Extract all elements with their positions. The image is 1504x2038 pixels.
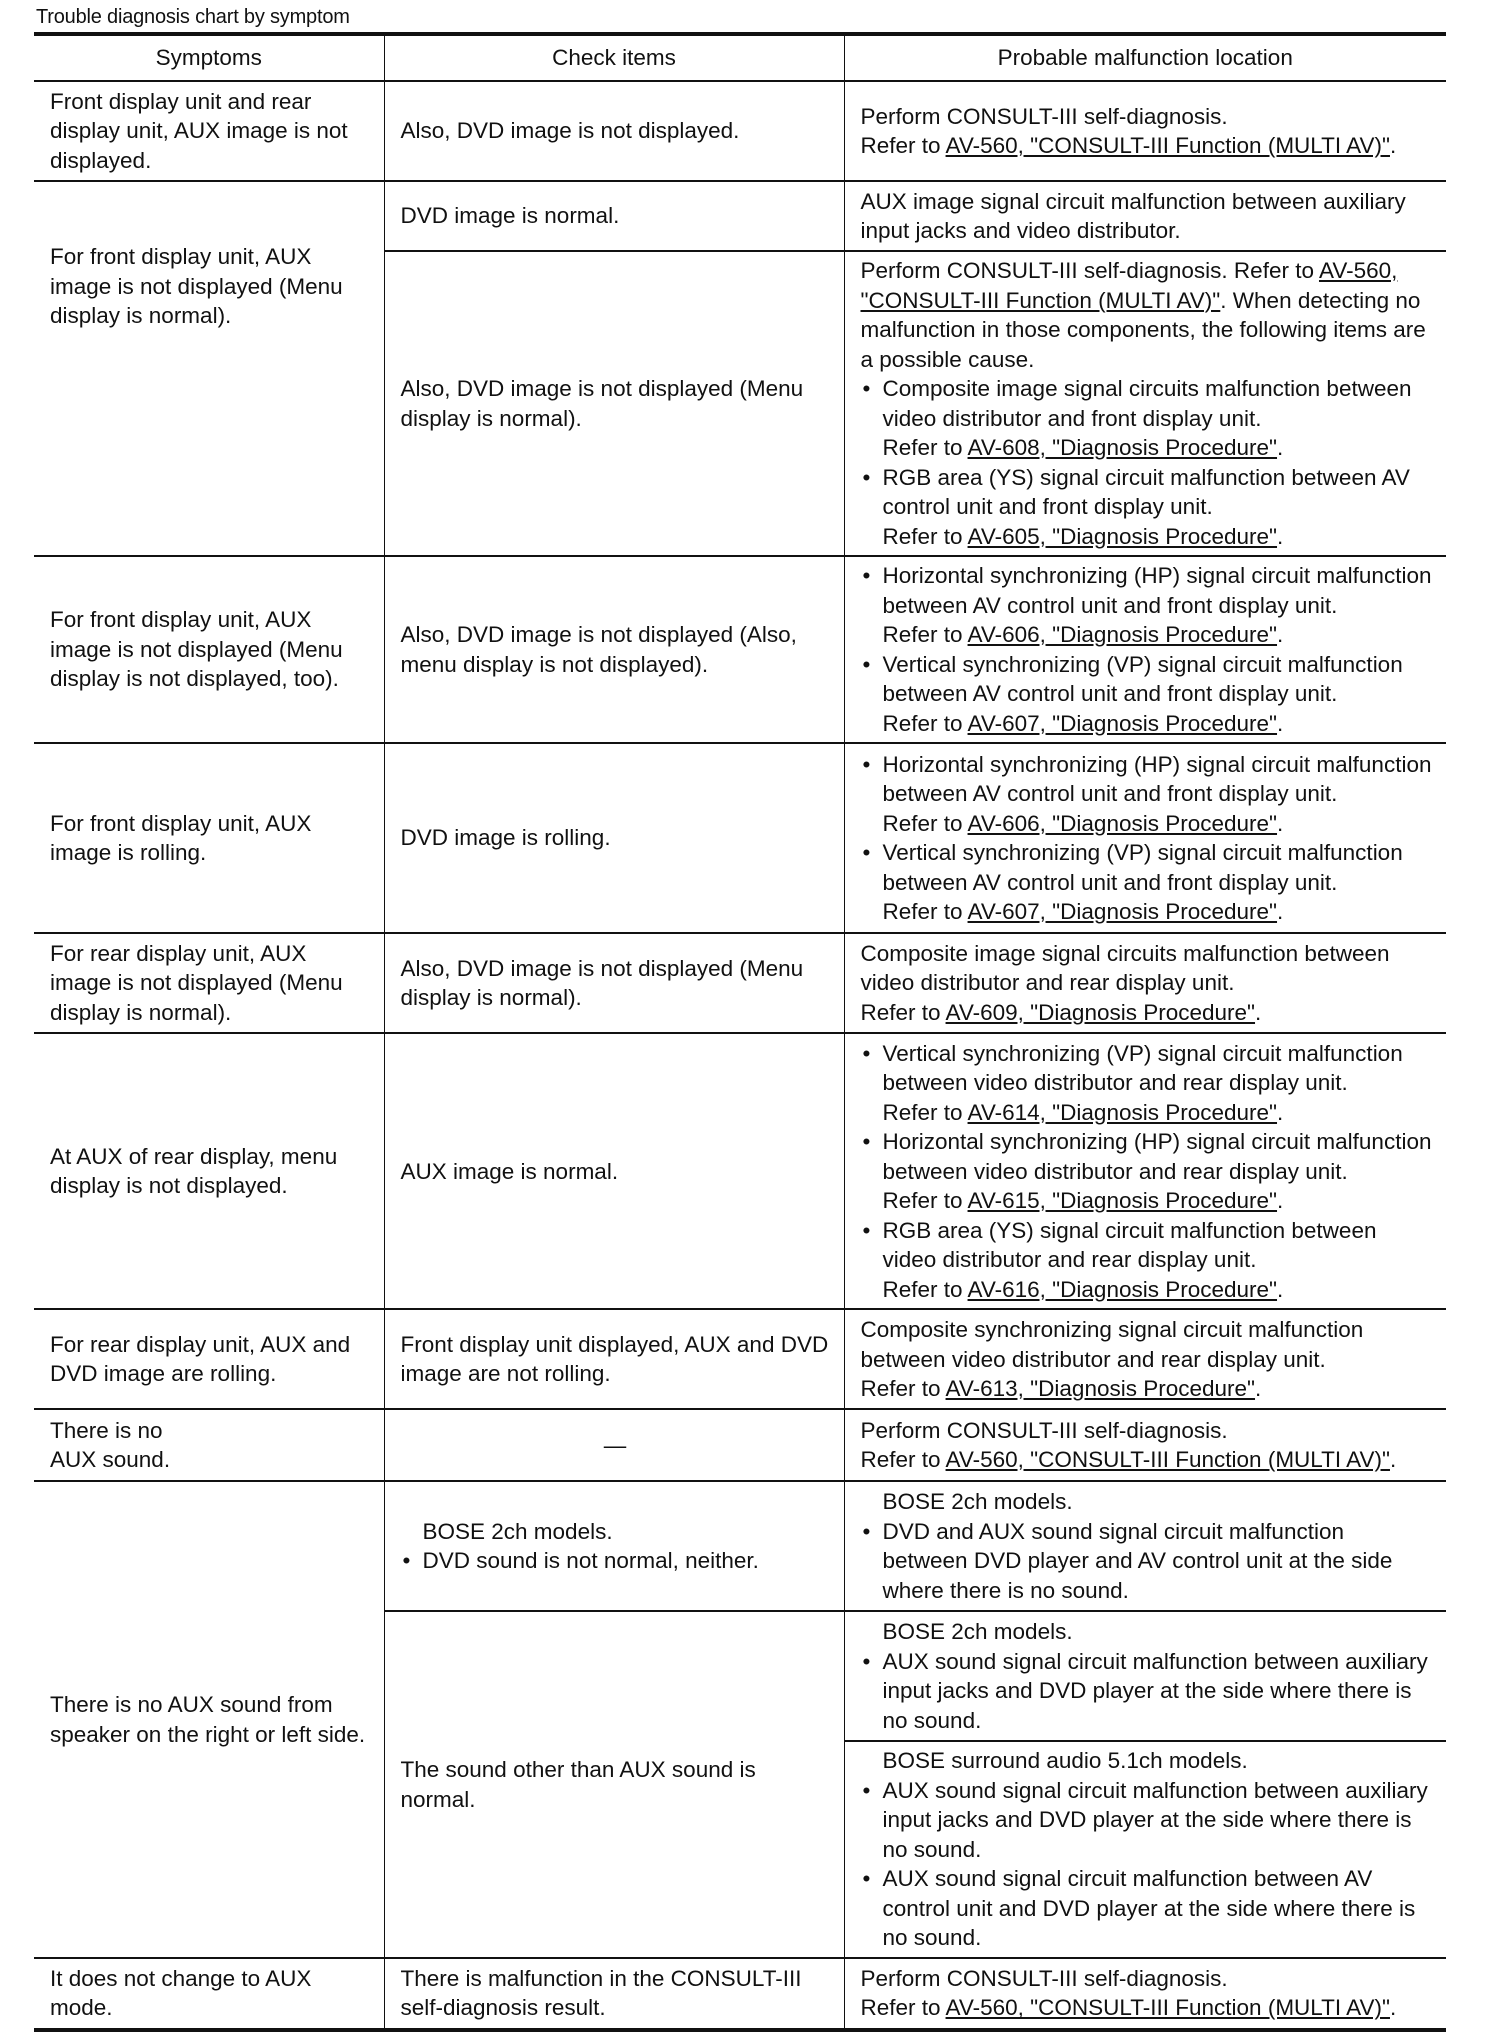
location-cell: BOSE 2ch models. • DVD and AUX sound signal circuit malfunction between DVD player and AV control unit at the side where there is no sound.: [844, 1481, 1446, 1611]
symptom-cell: Front display unit and rear display unit, AUX image is not displayed.: [34, 81, 384, 181]
table-row: [34, 933, 1446, 1033]
list-item: • AUX sound signal circuit malfunction between AV control unit and DVD player at the side where there is no sound.: [861, 1864, 1433, 1953]
list-item: • Horizontal synchronizing (HP) signal circuit malfunction between video distributor and rear display unit.: [861, 1127, 1433, 1186]
reference-link[interactable]: AV-613, "Diagnosis Procedure": [945, 1376, 1256, 1402]
list-item: • DVD and AUX sound signal circuit malfunction between DVD player and AV control unit at the side where there is no sound.: [861, 1517, 1433, 1606]
header-row: [34, 34, 1446, 81]
list-item: • DVD sound is not normal, neither.: [401, 1546, 830, 1576]
list-item: • Vertical synchronizing (VP) signal circuit malfunction between video distributor and rear display unit.: [861, 1039, 1433, 1098]
check-cell: The sound other than AUX sound is normal.: [384, 1611, 844, 1958]
location-cell: Composite image signal circuits malfunction between video distributor and rear display unit. Refer to AV-609, "Diagnosis Procedure".: [844, 933, 1446, 1033]
reference-link[interactable]: AV-606, "Diagnosis Procedure": [967, 622, 1278, 648]
symptom-cell: There is no AUX sound from speaker on the right or left side.: [34, 1481, 384, 1958]
symptom-cell: At AUX of rear display, menu display is not displayed.: [34, 1033, 384, 1309]
header-symptoms: Symptoms: [34, 34, 384, 81]
location-cell: Perform CONSULT-III self-diagnosis. Refer to AV-560, "CONSULT-III Function (MULTI AV)".: [844, 1958, 1446, 2030]
location-cell: AUX image signal circuit malfunction between auxiliary input jacks and video distributor.: [844, 181, 1446, 251]
table-row: [34, 743, 1446, 933]
table-row: [34, 81, 1446, 181]
location-cell: BOSE surround audio 5.1ch models. • AUX sound signal circuit malfunction between auxiliary input jacks and DVD player at the side where there is no sound. • AUX sound signal circuit malfunction between AV control unit and DVD player at the side where there is no sound.: [844, 1741, 1446, 1958]
list-item: • AUX sound signal circuit malfunction between auxiliary input jacks and DVD player at the side where there is no sound.: [861, 1776, 1433, 1865]
list-item: • Vertical synchronizing (VP) signal circuit malfunction between AV control unit and front display unit.: [861, 838, 1433, 897]
reference-link[interactable]: AV-560, "CONSULT-III Function (MULTI AV)": [945, 1447, 1390, 1473]
location-cell: Perform CONSULT-III self-diagnosis. Refer to AV-560, "CONSULT-III Function (MULTI AV)".: [844, 81, 1446, 181]
list-item: • Vertical synchronizing (VP) signal circuit malfunction between AV control unit and front display unit.: [861, 650, 1433, 709]
reference-link[interactable]: AV-616, "Diagnosis Procedure": [967, 1276, 1278, 1302]
check-cell: BOSE 2ch models. • DVD sound is not normal, neither.: [384, 1481, 844, 1611]
reference-link[interactable]: AV-609, "Diagnosis Procedure": [945, 999, 1256, 1025]
location-cell: Composite synchronizing signal circuit malfunction between video distributor and rear display unit. Refer to AV-613, "Diagnosis Procedure".: [844, 1309, 1446, 1409]
check-cell: DVD image is normal.: [384, 181, 844, 251]
list-item: • Composite image signal circuits malfunction between video distributor and front display unit.: [861, 374, 1433, 433]
table-row: [34, 1033, 1446, 1309]
trouble-diagnosis-table: [34, 32, 1446, 2032]
check-cell: DVD image is rolling.: [384, 743, 844, 933]
list-item: • RGB area (YS) signal circuit malfunction between video distributor and rear display unit.: [861, 1216, 1433, 1275]
list-item: • Horizontal synchronizing (HP) signal circuit malfunction between AV control unit and front display unit.: [861, 561, 1433, 620]
check-cell: Also, DVD image is not displayed (Menu display is normal).: [384, 251, 844, 556]
symptom-cell: For rear display unit, AUX image is not displayed (Menu display is normal).: [34, 933, 384, 1033]
location-cell: BOSE 2ch models. • AUX sound signal circuit malfunction between auxiliary input jacks and DVD player at the side where there is no sound.: [844, 1611, 1446, 1741]
location-cell: • Horizontal synchronizing (HP) signal circuit malfunction between AV control unit and front display unit. Refer to AV-606, "Diagnosis Procedure". • Vertical synchronizing (VP) signal circuit malfunction between AV control unit and front display unit. Refer to AV-607, "Diagnosis Procedure".: [844, 556, 1446, 743]
symptom-cell: There is no AUX sound.: [34, 1409, 384, 1481]
check-cell: Also, DVD image is not displayed.: [384, 81, 844, 181]
table-row: [34, 1309, 1446, 1409]
table-row: [34, 181, 1446, 251]
reference-link[interactable]: AV-607, "Diagnosis Procedure": [967, 899, 1278, 925]
check-cell: Front display unit displayed, AUX and DVD image are not rolling.: [384, 1309, 844, 1409]
symptom-cell: For rear display unit, AUX and DVD image are rolling.: [34, 1309, 384, 1409]
check-cell: There is malfunction in the CONSULT-III self-diagnosis result.: [384, 1958, 844, 2030]
symptom-cell: It does not change to AUX mode.: [34, 1958, 384, 2030]
reference-link[interactable]: AV-560, "CONSULT-III Function (MULTI AV)": [945, 1995, 1390, 2021]
reference-link[interactable]: AV-615, "Diagnosis Procedure": [967, 1188, 1278, 1213]
check-cell: —: [384, 1409, 844, 1481]
table-row: [34, 1409, 1446, 1481]
check-cell: Also, DVD image is not displayed (Menu display is normal).: [384, 933, 844, 1033]
reference-link[interactable]: AV-607, "Diagnosis Procedure": [967, 710, 1278, 736]
list-item: • Horizontal synchronizing (HP) signal circuit malfunction between AV control unit and front display unit.: [861, 750, 1433, 809]
reference-link[interactable]: AV-560, "CONSULT-III Function (MULTI AV)": [945, 133, 1390, 158]
list-item: • RGB area (YS) signal circuit malfunction between AV control unit and front display unit.: [861, 463, 1433, 522]
reference-link[interactable]: AV-560, "CONSULT-III Function (MULTI AV)": [860, 258, 1398, 313]
table-row: [34, 556, 1446, 743]
table-row: [34, 1481, 1446, 1611]
header-malfunction-location: Probable malfunction location: [844, 34, 1446, 81]
check-cell: AUX image is normal.: [384, 1033, 844, 1309]
table-row: [34, 1958, 1446, 2030]
chart-caption: Trouble diagnosis chart by symptom: [36, 6, 350, 28]
location-cell: • Vertical synchronizing (VP) signal circuit malfunction between video distributor and rear display unit. Refer to AV-614, "Diagnosis Procedure". • Horizontal synchronizing (HP) signal circuit malfunction between video distributor and rear display unit. Refer to AV-615, "Diagnosis Procedure". • RGB area (YS) signal circuit malfunction between video distributor and rear display unit. Refer to AV-616, "Diagnosis Procedure".: [844, 1033, 1446, 1309]
location-cell: Perform CONSULT-III self-diagnosis. Refer to AV-560, "CONSULT-III Function (MULTI AV)".: [844, 1409, 1446, 1481]
reference-link[interactable]: AV-605, "Diagnosis Procedure": [967, 523, 1278, 549]
location-cell: • Horizontal synchronizing (HP) signal circuit malfunction between AV control unit and front display unit. Refer to AV-606, "Diagnosis Procedure". • Vertical synchronizing (VP) signal circuit malfunction between AV control unit and front display unit. Refer to AV-607, "Diagnosis Procedure".: [844, 743, 1446, 933]
symptom-cell: For front display unit, AUX image is rolling.: [34, 743, 384, 933]
header-check-items: Check items: [384, 34, 844, 81]
symptom-cell: For front display unit, AUX image is not displayed (Menu display is not displayed, too).: [34, 556, 384, 743]
list-item: • AUX sound signal circuit malfunction between auxiliary input jacks and DVD player at the side where there is no sound.: [861, 1647, 1433, 1736]
location-cell: Perform CONSULT-III self-diagnosis. Refer to AV-560, "CONSULT-III Function (MULTI AV)". When detecting no malfunction in those components, the following items are a possible cause. • Composite image signal circuits malfunction between video distributor and front display unit. Refer to AV-608, "Diagnosis Procedure". • RGB area (YS) signal circuit malfunction between AV control unit and front display unit. Refer to AV-605, "Diagnosis Procedure".: [844, 251, 1446, 556]
reference-link[interactable]: AV-614, "Diagnosis Procedure": [967, 1099, 1278, 1125]
reference-link[interactable]: AV-606, "Diagnosis Procedure": [967, 810, 1278, 836]
reference-link[interactable]: AV-608, "Diagnosis Procedure": [967, 435, 1278, 461]
symptom-cell: For front display unit, AUX image is not displayed (Menu display is normal).: [34, 181, 384, 556]
check-cell: Also, DVD image is not displayed (Also, menu display is not displayed).: [384, 556, 844, 743]
